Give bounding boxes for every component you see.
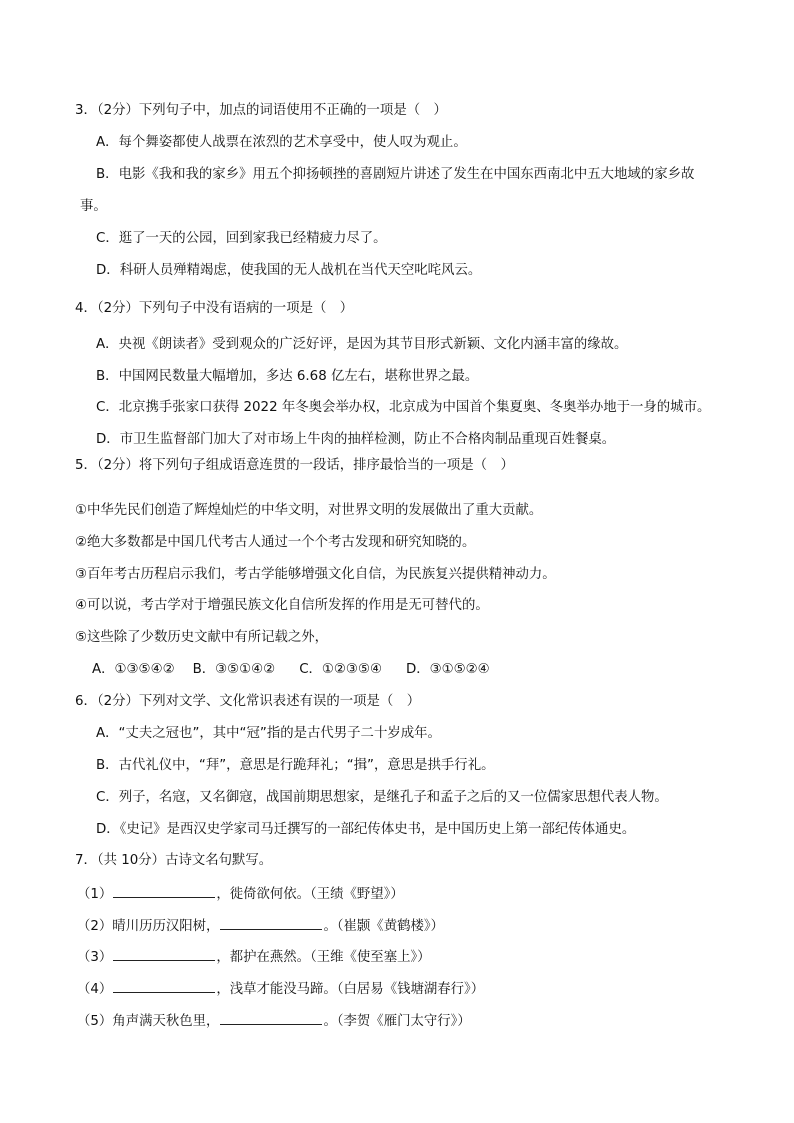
question-7-item-3 [77, 946, 431, 966]
question-7-item-4 [77, 978, 484, 998]
question-4-option-b: B．中国网民数量大幅增加，多达 6.68 亿左右，堪称世界之最。 [96, 369, 479, 384]
item-2-prefix: （2）晴川历历汉阳树， [77, 919, 220, 934]
question-3-option-b-continued: 事。 [80, 199, 107, 214]
question-4-option-c: C．北京携手张家口获得 2022 年冬奥会举办权，北京成为中国首个集夏奥、冬奥举办地于一身的城市。 [96, 400, 711, 415]
answer-blank-3[interactable] [113, 946, 215, 961]
question-6-option-d: D．《史记》是西汉史学家司马迁撰写的一部纪传体史书，是中国历史上第一部纪传体通史。 [96, 822, 636, 837]
question-5-sentence-3: ③百年考古历程启示我们，考古学能够增强文化自信，为民族复兴提供精神动力。 [75, 567, 556, 582]
question-6-stem: 6．（2分）下列对文学、文化常识表述有误的一项是（ ） [75, 694, 421, 709]
item-4-prefix: （4） [77, 982, 113, 997]
question-7-item-1 [77, 883, 404, 903]
question-3-stem: 3．（2分）下列句子中，加点的词语使用不正确的一项是（ ） [75, 103, 447, 118]
question-7-item-5 [77, 1010, 471, 1030]
question-3-option-a: A．每个舞姿都使人战票在浓烈的艺术享受中，使人叹为观止。 [96, 135, 467, 150]
answer-blank-1[interactable] [113, 883, 215, 898]
item-2-suffix: 。（崔颢《黄鹤楼》） [323, 919, 444, 934]
answer-blank-4[interactable] [113, 978, 215, 993]
question-5-sentence-4: ④可以说，考古学对于增强民族文化自信所发挥的作用是无可替代的。 [75, 598, 489, 613]
question-6-option-c: C．列子，名寇，又名御寇，战国前期思想家，是继孔子和孟子之后的又一位儒家思想代表人物。 [96, 790, 668, 805]
question-3-option-b: B．电影《我和我的家乡》用五个抑扬顿挫的喜剧短片讲述了发生在中国东西南北中五大地域的家乡故 [96, 167, 695, 182]
question-5-option-a: A．①③⑤④② [92, 662, 175, 677]
question-5-stem: 5．（2分）将下列句子组成语意连贯的一段话，排序最恰当的一项是（ ） [75, 458, 514, 473]
question-3-option-d: D．科研人员殚精竭虑，使我国的无人战机在当代天空叱咤风云。 [96, 263, 482, 278]
question-5-option-d: D．③①⑤②④ [405, 662, 490, 677]
item-3-prefix: （3） [77, 950, 113, 965]
question-5-sentence-5: ⑤这些除了少数历史文献中有所记载之外， [75, 630, 329, 645]
question-5-option-b: B．③⑤①④② [192, 662, 276, 677]
question-7-item-2 [77, 915, 444, 935]
answer-blank-2[interactable] [220, 915, 322, 930]
item-4-suffix: ，浅草才能没马蹄。（白居易《钱塘湖春行》） [216, 982, 485, 997]
question-5-options [92, 660, 508, 680]
item-5-prefix: （5）角声满天秋色里， [77, 1014, 220, 1029]
item-5-suffix: 。（李贺《雁门太守行》） [323, 1014, 471, 1029]
question-5-sentence-2: ②绝大多数都是中国几代考古人通过一个个考古发现和研究知晓的。 [75, 535, 476, 550]
question-3-option-c: C．逛了一天的公园，回到家我已经精疲力尽了。 [96, 231, 387, 246]
question-6-option-b: B．古代礼仪中，“拜”，意思是行跪拜礼；“揖”，意思是拱手行礼。 [96, 758, 495, 773]
question-5-option-c: C．①②③⑤④ [299, 662, 382, 677]
question-7-stem: 7．（共 10分）古诗文名句默写。 [75, 853, 273, 868]
question-5-sentence-1: ①中华先民们创造了辉煌灿烂的中华文明，对世界文明的发展做出了重大贡献。 [75, 503, 543, 518]
question-4-stem: 4．（2分）下列句子中没有语病的一项是（ ） [75, 301, 354, 316]
item-1-suffix: ，徙倚欲何依。（王绩《野望》） [216, 887, 404, 902]
item-3-suffix: ，都护在燕然。（王维《使至塞上》） [216, 950, 431, 965]
question-4-option-a: A．央视《朗读者》受到观众的广泛好评，是因为其节目形式新颖、文化内涵丰富的缘故。 [96, 337, 628, 352]
item-1-prefix: （1） [77, 887, 113, 902]
question-4-option-d: D．市卫生监督部门加大了对市场上牛肉的抽样检测，防止不合格肉制品重现百姓餐桌。 [96, 432, 616, 447]
answer-blank-5[interactable] [220, 1010, 322, 1025]
question-6-option-a: A．“丈夫之冠也”，其中“冠”指的是古代男子二十岁成年。 [96, 726, 441, 741]
